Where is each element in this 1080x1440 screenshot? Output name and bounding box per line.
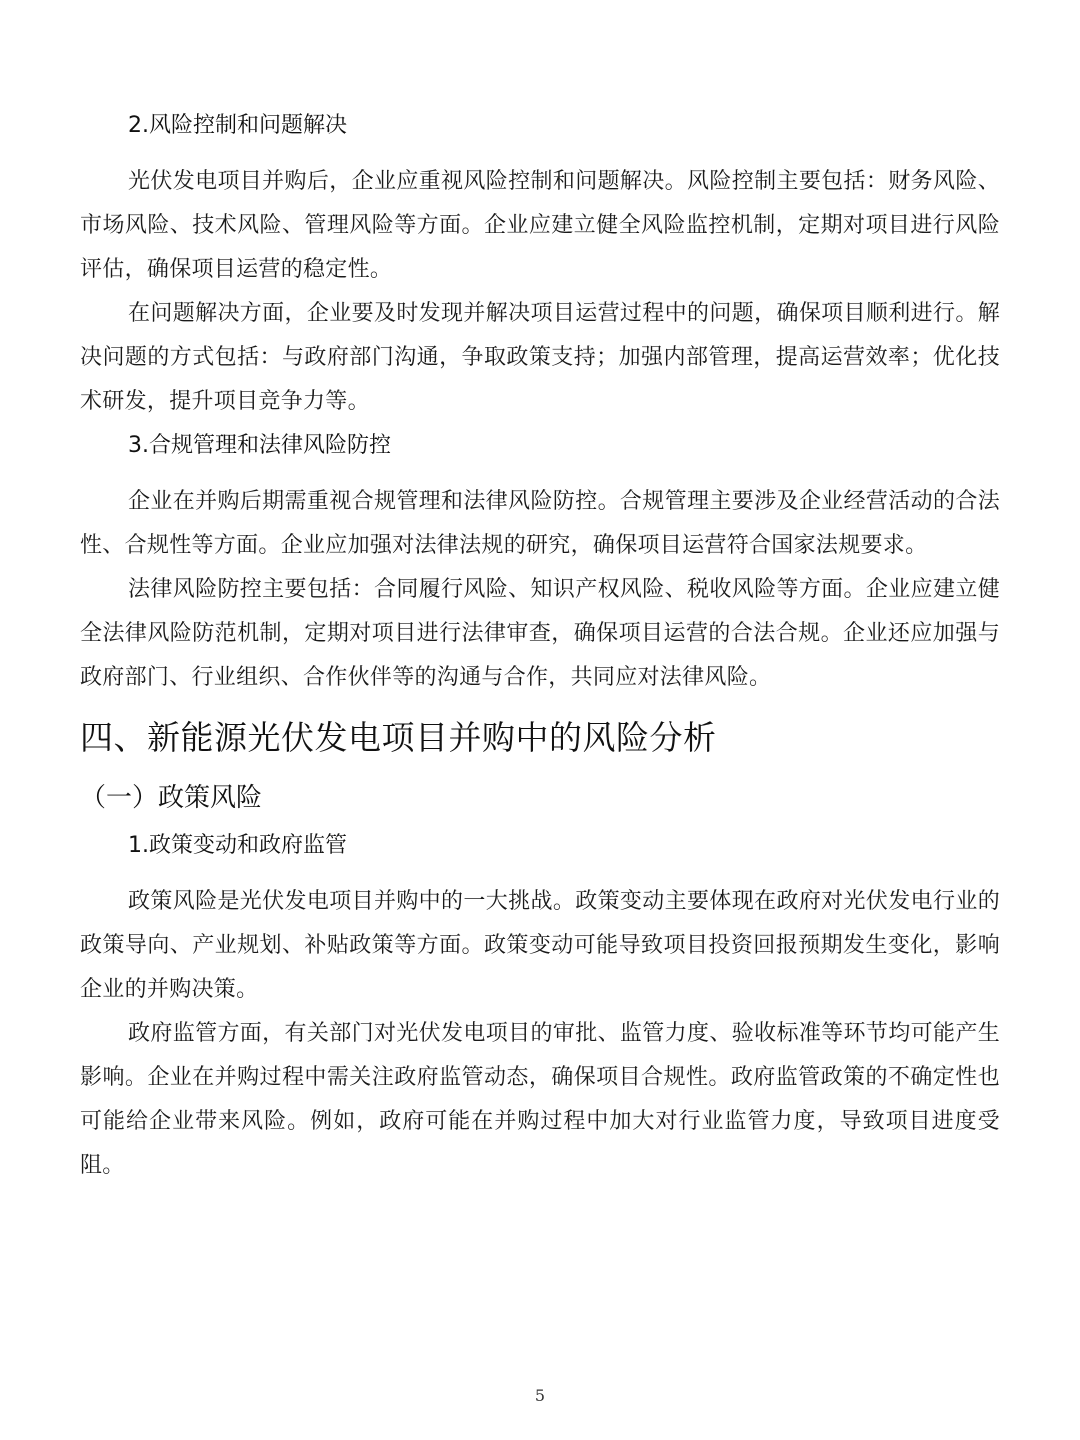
paragraph: 在问题解决方面，企业要及时发现并解决项目运营过程中的问题，确保项目顺利进行。解决问题的方式包括：与政府部门沟通，争取政策支持；加强内部管理，提高运营效率；优化技术研发，提升项目竞争力等。 bbox=[80, 301, 1000, 414]
paragraph: 政策风险是光伏发电项目并购中的一大挑战。政策变动主要体现在政府对光伏发电行业的政策导向、产业规划、补贴政策等方面。政策变动可能导致项目投资回报预期发生变化，影响企业的并购决策。 bbox=[80, 889, 1000, 1002]
paragraph: 政府监管方面，有关部门对光伏发电项目的审批、监管力度、验收标准等环节均可能产生影响。企业在并购过程中需关注政府监管动态，确保项目合规性。政府监管政策的不确定性也可能给企业带来风险。例如，政府可能在并购过程中加大对行业监管力度，导致项目进度受阻。 bbox=[80, 1021, 1000, 1178]
paragraph: 企业在并购后期需重视合规管理和法律风险防控。合规管理主要涉及企业经营活动的合法性、合规性等方面。企业应加强对法律法规的研究，确保项目运营符合国家法规要求。 bbox=[80, 489, 1000, 558]
chapter-title: 四、新能源光伏发电项目并购中的风险分析 bbox=[80, 718, 717, 757]
page-content bbox=[80, 104, 1000, 1188]
page-number: 5 bbox=[534, 1386, 546, 1405]
heading-policy-change: 1.政策变动和政府监管 bbox=[128, 833, 347, 858]
paragraph: 光伏发电项目并购后，企业应重视风险控制和问题解决。风险控制主要包括：财务风险、市场风险、技术风险、管理风险等方面。企业应建立健全风险监控机制，定期对项目进行风险评估，确保项目运营的稳定性。 bbox=[80, 169, 1000, 282]
heading-compliance: 3.合规管理和法律风险防控 bbox=[128, 433, 391, 458]
paragraph: 法律风险防控主要包括：合同履行风险、知识产权风险、税收风险等方面。企业应建立健全法律风险防范机制，定期对项目进行法律审查，确保项目运营的合法合规。企业还应加强与政府部门、行业组织、合作伙伴等的沟通与合作，共同应对法律风险。 bbox=[80, 577, 1000, 690]
section-title-policy-risk: （一）政策风险 bbox=[80, 783, 263, 813]
heading-risk-control: 2.风险控制和问题解决 bbox=[128, 113, 347, 138]
